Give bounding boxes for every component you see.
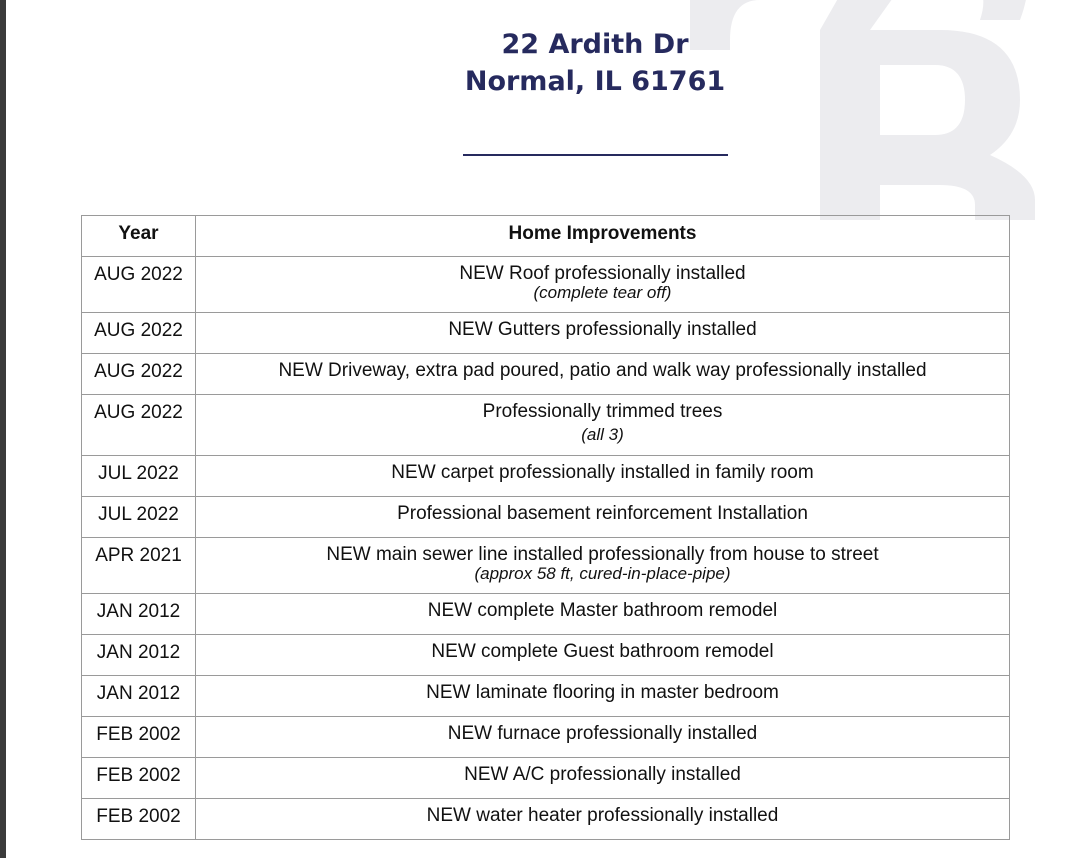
improvement-cell [196, 456, 1010, 497]
table-row [82, 594, 1010, 635]
table-row [82, 758, 1010, 799]
improvement-cell [196, 497, 1010, 538]
table-row [82, 257, 1010, 313]
improvement-text: Professionally trimmed trees [482, 401, 723, 422]
improvement-cell [196, 538, 1010, 594]
table-row [82, 395, 1010, 456]
year-cell: FEB 2002 [82, 717, 196, 758]
improvement-text: NEW complete Master bathroom remodel [427, 600, 778, 621]
table-row [82, 676, 1010, 717]
improvement-cell [196, 354, 1010, 395]
page-title [395, 26, 795, 100]
year-cell: FEB 2002 [82, 758, 196, 799]
table-header-row [82, 216, 1010, 257]
improvement-cell [196, 594, 1010, 635]
improvement-note: (complete tear off) [533, 283, 672, 302]
improvement-cell [196, 717, 1010, 758]
table-row [82, 635, 1010, 676]
year-cell: JAN 2012 [82, 635, 196, 676]
improvement-text: NEW furnace professionally installed [447, 723, 758, 744]
table-row [82, 313, 1010, 354]
improvement-text: NEW complete Guest bathroom remodel [431, 641, 774, 662]
improvement-text: NEW Driveway, extra pad poured, patio and walk way professionally installed [278, 360, 927, 381]
improvement-text: NEW Roof professionally installed [459, 263, 746, 284]
year-cell: JAN 2012 [82, 676, 196, 717]
improvement-text: NEW laminate flooring in master bedroom [426, 682, 779, 703]
address-line-2: Normal, IL 61761 [464, 66, 726, 97]
improvement-text: Professional basement reinforcement Installation [397, 503, 808, 524]
year-column-header: Year [82, 216, 196, 257]
improvement-cell [196, 676, 1010, 717]
year-cell: JAN 2012 [82, 594, 196, 635]
table-row [82, 538, 1010, 594]
year-cell: AUG 2022 [82, 354, 196, 395]
improvement-cell [196, 799, 1010, 840]
table-row [82, 799, 1010, 840]
improvement-text: NEW main sewer line installed professionally from house to street [326, 544, 879, 565]
table-row [82, 717, 1010, 758]
improvement-text: NEW Gutters professionally installed [448, 319, 757, 340]
address-line-1: 22 Ardith Dr [501, 29, 689, 60]
improvement-note: (all 3) [581, 425, 624, 444]
title-underline [463, 154, 728, 156]
improvement-cell [196, 635, 1010, 676]
improvement-cell [196, 313, 1010, 354]
year-cell: JUL 2022 [82, 497, 196, 538]
year-cell: APR 2021 [82, 538, 196, 594]
improvement-cell [196, 395, 1010, 456]
improvement-text: NEW carpet professionally installed in family room [391, 462, 814, 483]
home-improvements-table [81, 215, 1010, 840]
table-row [82, 456, 1010, 497]
improvements-column-header: Home Improvements [196, 216, 1010, 257]
improvement-cell [196, 257, 1010, 313]
improvement-text: NEW A/C professionally installed [464, 764, 741, 785]
year-cell: AUG 2022 [82, 395, 196, 456]
year-cell: FEB 2002 [82, 799, 196, 840]
year-cell: AUG 2022 [82, 313, 196, 354]
year-cell: JUL 2022 [82, 456, 196, 497]
year-cell: AUG 2022 [82, 257, 196, 313]
improvement-cell [196, 758, 1010, 799]
improvement-text: NEW water heater professionally installed [426, 805, 779, 826]
table-row [82, 497, 1010, 538]
page-left-edge [0, 0, 6, 858]
table-row [82, 354, 1010, 395]
improvement-note: (approx 58 ft, cured-in-place-pipe) [474, 564, 731, 583]
